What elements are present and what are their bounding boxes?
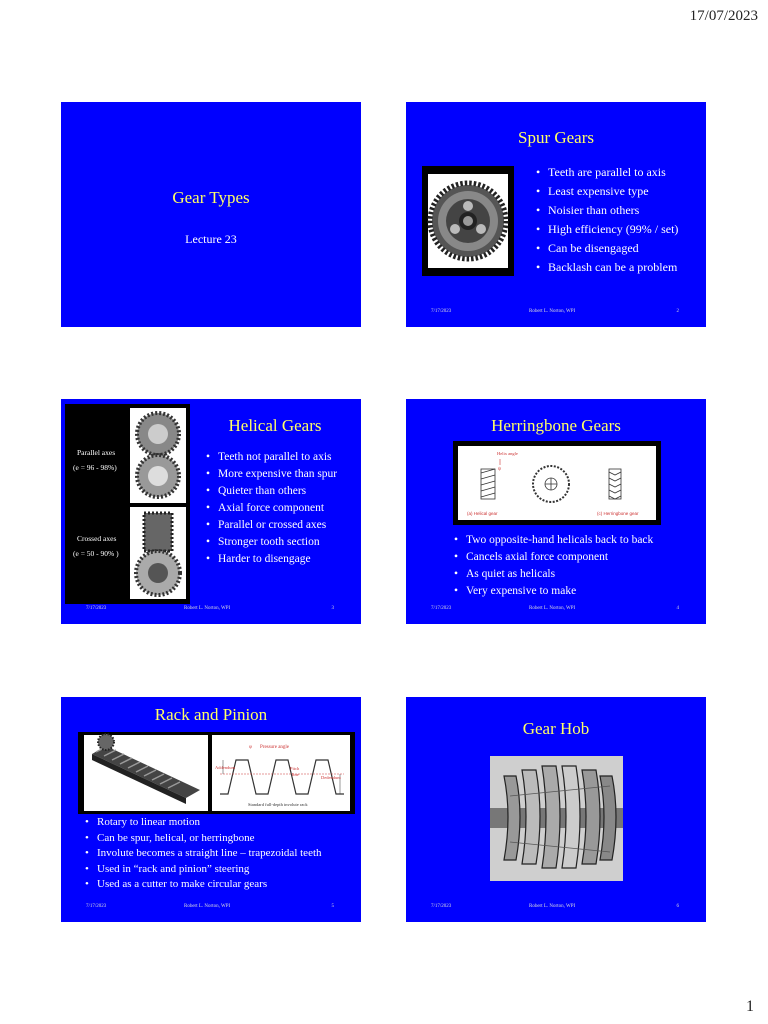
bullet-item: • Parallel or crossed axes — [206, 517, 337, 534]
page-number: 1 — [746, 998, 754, 1015]
caption-parallel-axes: Parallel axes — [77, 448, 116, 457]
gear-hob-image — [490, 756, 623, 881]
footer-slide-number: 3 — [331, 606, 334, 611]
pitch-line-label: Pitch — [290, 766, 300, 771]
slide-title: Helical Gears — [228, 416, 322, 435]
helical-gears-image — [65, 404, 190, 604]
footer-date: 7/17/2023 — [431, 904, 452, 909]
footer-slide-number: 5 — [331, 904, 334, 909]
bullet-list — [85, 815, 322, 893]
bullet-item: • Teeth are parallel to axis — [536, 163, 678, 182]
slide-footer — [406, 309, 706, 317]
pressure-angle-label: Pressure angle — [260, 745, 290, 750]
slide-spur-gears[interactable] — [406, 102, 706, 327]
slide-helical-gears[interactable] — [61, 399, 361, 624]
slide-footer — [61, 904, 361, 912]
slide-subtitle: Lecture 23 — [185, 232, 237, 246]
bullet-item: • Noisier than others — [536, 201, 678, 220]
addendum-label: Addendum — [215, 765, 235, 770]
bullet-list — [206, 449, 337, 568]
slide-gear-types[interactable] — [61, 102, 361, 327]
page-date: 17/07/2023 — [689, 8, 758, 24]
slide-title: Gear Hob — [522, 719, 590, 738]
bullet-item: • Quieter than others — [206, 483, 337, 500]
bullet-item: • Teeth not parallel to axis — [206, 449, 337, 466]
slide-footer — [406, 606, 706, 614]
bullet-item: • Used in “rack and pinion” steering — [85, 862, 322, 878]
bullet-item: • Least expensive type — [536, 182, 678, 201]
footer-author: Robert L. Norton, WPI — [184, 904, 231, 909]
pitch-line-label-2: line — [292, 772, 299, 777]
footer-author: Robert L. Norton, WPI — [529, 904, 576, 909]
bullet-item: • Stronger tooth section — [206, 534, 337, 551]
footer-author: Robert L. Norton, WPI — [529, 606, 576, 611]
slide-title: Spur Gears — [517, 128, 594, 147]
bullet-list — [536, 163, 678, 277]
bullet-item: • Used as a cutter to make circular gears — [85, 877, 322, 893]
figure-caption-herringbone: (c) Herringbone gear — [597, 511, 639, 516]
footer-author: Robert L. Norton, WPI — [184, 606, 231, 611]
rack-figure-caption: Standard full-depth involute rack — [248, 802, 308, 807]
bullet-item: • Involute becomes a straight line – trapezoidal teeth — [85, 846, 322, 862]
bullet-item: • Harder to disengage — [206, 551, 337, 568]
bullet-item: • Can be spur, helical, or herringbone — [85, 831, 322, 847]
pressure-angle-symbol: φ — [249, 745, 252, 750]
slide-gear-hob[interactable] — [406, 697, 706, 922]
footer-slide-number: 4 — [676, 606, 679, 611]
caption-crossed-axes: Crossed axes — [77, 534, 117, 543]
caption-crossed-efficiency: (e = 50 - 90% ) — [73, 549, 119, 558]
bullet-list — [454, 532, 653, 600]
dedendum-label: Dedendum — [321, 775, 341, 780]
slide-rack-and-pinion[interactable] — [61, 697, 361, 922]
bullet-item: • As quiet as helicals — [454, 566, 653, 583]
footer-date: 7/17/2023 — [86, 606, 107, 611]
herringbone-figure — [453, 441, 661, 525]
footer-date: 7/17/2023 — [431, 606, 452, 611]
slide-footer — [61, 606, 361, 614]
bullet-item: • More expensive than spur — [206, 466, 337, 483]
bullet-item: • Axial force component — [206, 500, 337, 517]
bullet-item: • High efficiency (99% / set) — [536, 220, 678, 239]
rack-pinion-figure — [78, 732, 355, 814]
footer-date: 7/17/2023 — [86, 904, 107, 909]
footer-slide-number: 2 — [676, 309, 679, 314]
bullet-item: • Can be disengaged — [536, 239, 678, 258]
caption-parallel-efficiency: (e = 96 - 98%) — [73, 463, 117, 472]
footer-slide-number: 6 — [676, 904, 679, 909]
bullet-item: • Rotary to linear motion — [85, 815, 322, 831]
helix-angle-symbol: ψ — [498, 467, 502, 472]
helix-angle-label: Helix angle — [497, 451, 518, 456]
bullet-item: • Cancels axial force component — [454, 549, 653, 566]
footer-author: Robert L. Norton, WPI — [529, 309, 576, 314]
bullet-item: • Very expensive to make — [454, 583, 653, 600]
slide-footer — [406, 904, 706, 912]
slide-title: Gear Types — [172, 188, 250, 207]
footer-date: 7/17/2023 — [431, 309, 452, 314]
slide-title: Rack and Pinion — [154, 705, 268, 724]
figure-caption-helical: (a) Helical gear — [467, 511, 498, 516]
bullet-item: • Backlash can be a problem — [536, 258, 678, 277]
slide-title: Herringbone Gears — [491, 416, 621, 435]
spur-gear-image — [422, 166, 514, 276]
slide-herringbone-gears[interactable] — [406, 399, 706, 624]
bullet-item: • Two opposite-hand helicals back to back — [454, 532, 653, 549]
